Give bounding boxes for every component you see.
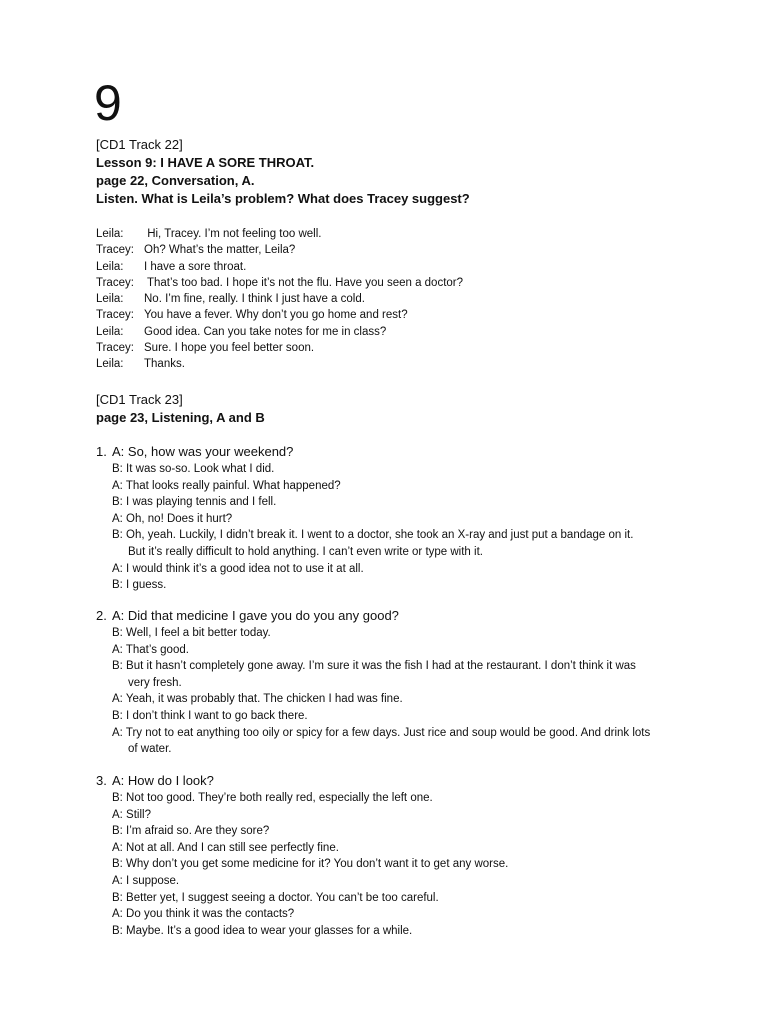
conversation-line (96, 291, 463, 307)
dialog-line: B: I’m afraid so. Are they sore? (112, 825, 270, 838)
speaker: Leila: (96, 293, 124, 306)
instruction: Listen. What is Leila’s problem? What does Tracey suggest? (96, 191, 470, 206)
lesson-header (96, 136, 470, 208)
dialog-number: 3. (96, 773, 107, 788)
conversation-line (96, 356, 463, 372)
line-text: A: Did that medicine I gave you do you any good? (112, 608, 399, 623)
line-text: Hi, Tracey. I’m not feeling too well. (144, 228, 322, 240)
listening-header (96, 391, 265, 427)
dialog-line: B: Maybe. It’s a good idea to wear your glasses for a while. (112, 924, 413, 937)
speaker: Leila: (96, 358, 124, 371)
dialog-1 (96, 443, 633, 594)
line-text: Good idea. Can you take notes for me in class? (144, 325, 387, 338)
lesson-title: Lesson 9: I HAVE A SORE THROAT. (96, 155, 315, 170)
speaker: Leila: (96, 228, 124, 240)
dialog-line-continued: of water. (128, 743, 172, 756)
dialog-first-line (96, 443, 633, 461)
conversation (96, 226, 463, 373)
dialog-line: A: Do you think it was the contacts? (112, 908, 295, 921)
line-text: You have a fever. Why don’t you go home and rest? (144, 309, 408, 322)
line-text: A: So, how was your weekend? (112, 444, 294, 459)
dialog-number: 2. (96, 608, 107, 623)
dialog-line: A: That’s good. (112, 643, 189, 656)
line-text: That’s too bad. I hope it’s not the flu. Have you seen a doctor? (144, 276, 464, 289)
dialog-line: A: Yeah, it was probably that. The chicken I had was fine. (112, 693, 403, 706)
dialog-line: A: Try not to eat anything too oily or spicy for a few days. Just rice and soup would be good. And drink lots (112, 726, 651, 739)
page-number: 9 (94, 75, 122, 131)
track-label: [CD1 Track 22] (96, 137, 183, 152)
dialog-line-continued: But it’s really difficult to hold anything. I can’t even write or type with it. (128, 545, 483, 558)
line-text: Sure. I hope you feel better soon. (144, 342, 315, 355)
line-text: I have a sore throat. (144, 260, 247, 273)
dialog-line: B: Well, I feel a bit better today. (112, 627, 271, 639)
conversation-line (96, 259, 463, 275)
dialog-line: B: It was so-so. Look what I did. (112, 463, 275, 475)
dialog-2 (96, 607, 650, 758)
dialog-3 (96, 772, 508, 939)
dialog-line: B: I was playing tennis and I fell. (112, 496, 277, 509)
conversation-line (96, 324, 463, 340)
conversation-line (96, 242, 463, 258)
dialog-line: B: I guess. (112, 579, 167, 592)
dialog-first-line (96, 607, 650, 625)
dialog-number: 1. (96, 444, 107, 459)
line-text: A: How do I look? (112, 773, 214, 788)
dialog-line: B: Oh, yeah. Luckily, I didn’t break it. I went to a doctor, she took an X-ray and just put a bandage on it. (112, 529, 634, 542)
speaker: Leila: (96, 325, 124, 338)
dialog-line: A: Not at all. And I can still see perfectly fine. (112, 841, 339, 854)
line-text: No. I’m fine, really. I think I just have a cold. (144, 293, 365, 306)
dialog-line-continued: very fresh. (128, 676, 182, 689)
dialog-line: B: Better yet, I suggest seeing a doctor. You can’t be too careful. (112, 891, 439, 904)
page-reference: page 23, Listening, A and B (96, 410, 265, 425)
dialog-line: A: Still? (112, 808, 151, 821)
dialog-line: B: Why don’t you get some medicine for it? You don’t want it to get any worse. (112, 858, 509, 871)
track-label: [CD1 Track 23] (96, 392, 183, 407)
page-reference: page 22, Conversation, A. (96, 173, 255, 188)
conversation-line (96, 307, 463, 323)
dialog-first-line (96, 772, 508, 790)
dialog-line: B: Not too good. They’re both really red, especially the left one. (112, 792, 433, 804)
speaker: Tracey: (96, 244, 134, 257)
conversation-line (96, 340, 463, 356)
conversation-line (96, 226, 463, 242)
speaker: Tracey: (96, 342, 134, 355)
dialog-line: A: I suppose. (112, 874, 180, 887)
speaker: Leila: (96, 260, 124, 273)
dialog-line: B: I don’t think I want to go back there. (112, 709, 308, 722)
dialog-line: A: That looks really painful. What happened? (112, 479, 341, 492)
dialog-line: B: But it hasn’t completely gone away. I’m sure it was the fish I had at the restaurant. I don’t think it was (112, 660, 636, 673)
speaker: Tracey: (96, 276, 134, 289)
speaker: Tracey: (96, 309, 134, 322)
dialog-line: A: I would think it’s a good idea not to use it at all. (112, 562, 364, 575)
line-text: Thanks. (144, 358, 185, 371)
conversation-line (96, 275, 463, 291)
line-text: Oh? What’s the matter, Leila? (144, 244, 296, 257)
dialog-line: A: Oh, no! Does it hurt? (112, 512, 233, 525)
